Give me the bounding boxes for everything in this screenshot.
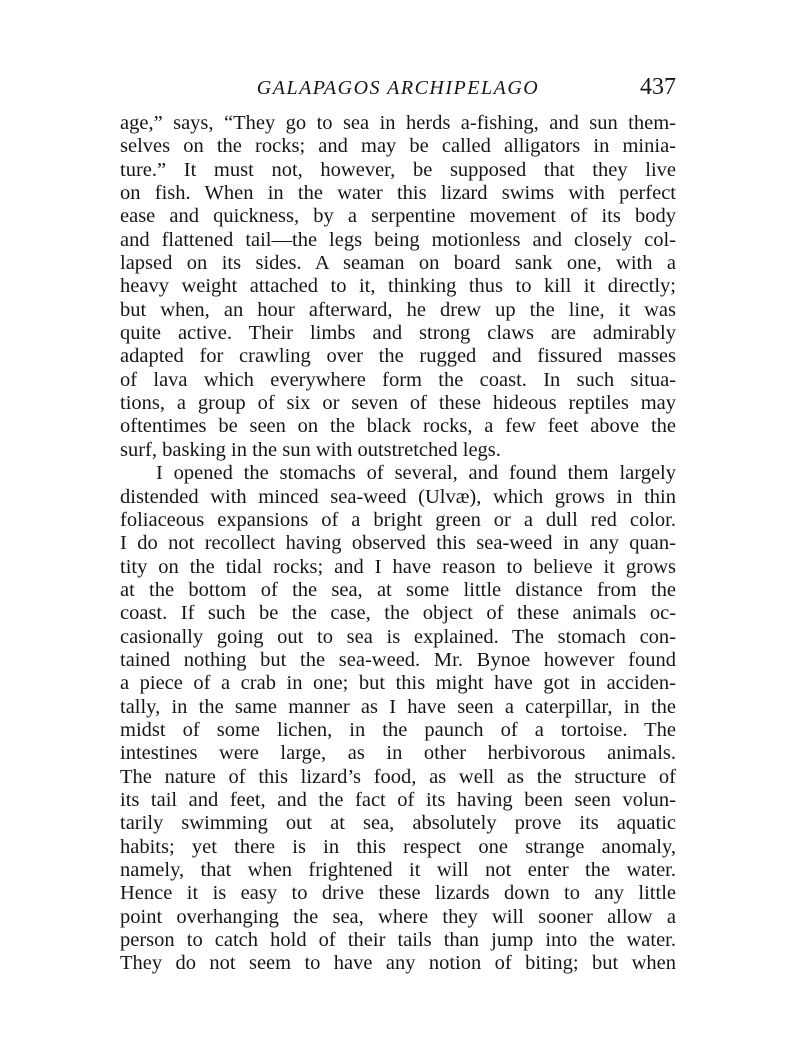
page-number: 437 xyxy=(640,74,676,100)
text-line: but when, an hour afterward, he drew up the line, it was xyxy=(120,298,676,321)
text-line: at the bottom of the sea, at some little distance from the xyxy=(120,578,676,601)
text-line: of lava which everywhere form the coast. In such situa- xyxy=(120,368,676,391)
text-line: midst of some lichen, in the paunch of a tortoise. The xyxy=(120,718,676,741)
text-line: intestines were large, as in other herbivorous animals. xyxy=(120,742,676,765)
text-line: a piece of a crab in one; but this might have got in acciden- xyxy=(120,672,676,695)
text-line: its tail and feet, and the fact of its having been seen volun- xyxy=(120,788,676,811)
text-line: foliaceous expansions of a bright green or a dull red color. xyxy=(120,508,676,531)
text-line: ture.” It must not, however, be supposed that they live xyxy=(120,158,676,181)
text-line: and flattened tail—the legs being motionless and closely col- xyxy=(120,228,676,251)
text-line: They do not seem to have any notion of biting; but when xyxy=(120,952,676,975)
running-title: GALAPAGOS ARCHIPELAGO xyxy=(256,77,540,99)
text-line: casionally going out to sea is explained. The stomach con- xyxy=(120,625,676,648)
text-line: I opened the stomachs of several, and found them largely xyxy=(156,462,676,485)
text-line: age,” says, “They go to sea in herds a-fishing, and sun them- xyxy=(120,112,676,134)
text-line: tarily swimming out at sea, absolutely prove its aquatic xyxy=(120,812,676,835)
text-line: tally, in the same manner as I have seen a caterpillar, in the xyxy=(120,695,676,718)
running-head xyxy=(120,74,676,104)
text-line: tained nothing but the sea-weed. Mr. Bynoe however found xyxy=(120,648,676,671)
text-line: namely, that when frightened it will not enter the water. xyxy=(120,859,676,881)
text-line: on fish. When in the water this lizard swims with perfect xyxy=(120,182,676,205)
text-line: habits; yet there is in this respect one strange anomaly, xyxy=(120,835,676,858)
text-line: heavy weight attached to it, thinking thus to kill it directly; xyxy=(120,275,676,298)
paragraph-2 xyxy=(120,462,676,976)
text-line: adapted for crawling over the rugged and fissured masses xyxy=(120,345,676,368)
text-line: oftentimes be seen on the black rocks, a few feet above the xyxy=(120,415,676,438)
paragraph-1 xyxy=(120,112,676,462)
text-line: I do not recollect having observed this sea-weed in any quan- xyxy=(120,532,676,555)
text-line: selves on the rocks; and may be called alligators in minia- xyxy=(120,135,676,158)
body-text xyxy=(120,112,676,976)
text-line: coast. If such be the case, the object of these animals oc- xyxy=(120,602,676,625)
text-line: tity on the tidal rocks; and I have reason to believe it grows xyxy=(120,555,676,578)
text-line: person to catch hold of their tails than jump into the water. xyxy=(120,929,676,952)
text-line: distended with minced sea-weed (Ulvæ), which grows in thin xyxy=(120,485,676,508)
text-line: point overhanging the sea, where they will sooner allow a xyxy=(120,905,676,928)
text-line: quite active. Their limbs and strong claws are admirably xyxy=(120,322,676,345)
text-line: ease and quickness, by a serpentine movement of its body xyxy=(120,205,676,228)
text-line: The nature of this lizard’s food, as well as the structure of xyxy=(120,765,676,788)
text-line: lapsed on its sides. A seaman on board sank one, with a xyxy=(120,252,676,275)
text-line: Hence it is easy to drive these lizards down to any little xyxy=(120,882,676,905)
text-line: tions, a group of six or seven of these hideous reptiles may xyxy=(120,392,676,415)
text-line: surf, basking in the sun with outstretched legs. xyxy=(120,438,501,461)
